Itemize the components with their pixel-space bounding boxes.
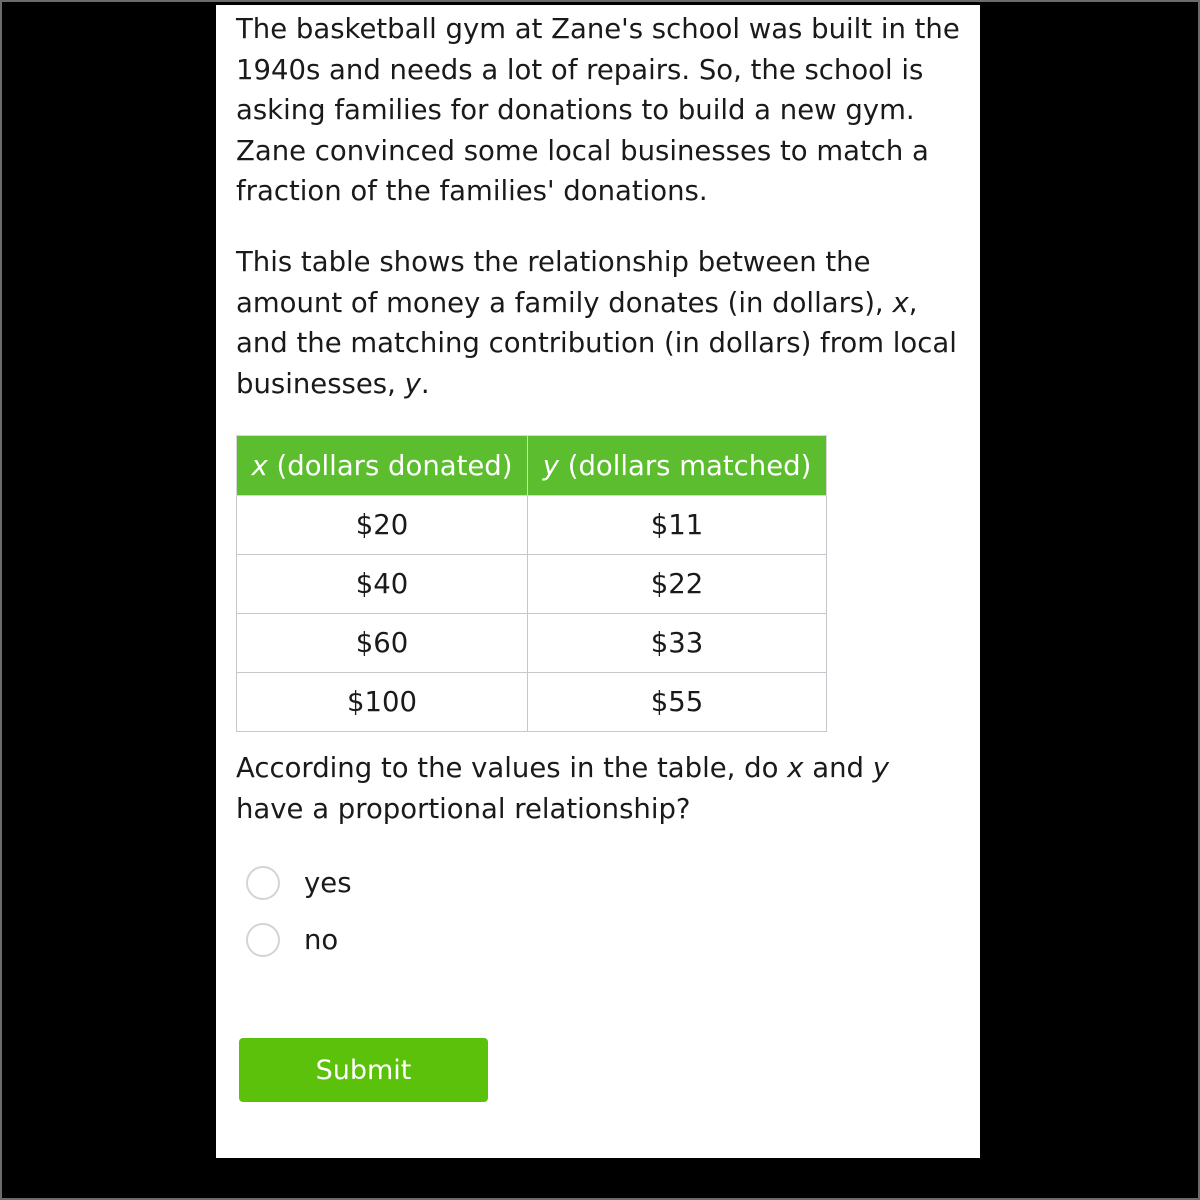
- radio-button-yes[interactable]: [246, 866, 280, 900]
- table-row: [237, 496, 827, 555]
- intro-paragraph: The basketball gym at Zane's school was built in the 1940s and needs a lot of repairs. So, the school is asking families for donations to build a new gym. Zane convinced some local businesses to match a fraction of the families' donations.: [236, 13, 960, 207]
- cell-x: $100: [237, 673, 528, 732]
- table-row: [237, 555, 827, 614]
- table-description-text-1: This table shows the relationship between the amount of money a family donates (in dollars),: [236, 246, 884, 319]
- submit-button[interactable]: Submit: [239, 1038, 488, 1102]
- answer-options: [246, 863, 352, 977]
- header-x-var: x: [251, 449, 268, 482]
- header-y-label: (dollars matched): [558, 449, 812, 482]
- cell-x: $20: [237, 496, 528, 555]
- header-y-var: y: [542, 449, 559, 482]
- radio-button-no[interactable]: [246, 923, 280, 957]
- header-x-label: (dollars donated): [267, 449, 513, 482]
- table-description-text-2: , and the matching contribution (in dollars) from local businesses,: [236, 286, 957, 400]
- values-table: [236, 435, 827, 732]
- question-panel: [216, 5, 980, 1158]
- table-description-text-3: .: [420, 367, 430, 400]
- option-yes[interactable]: [246, 863, 352, 903]
- option-no-label[interactable]: no: [304, 924, 339, 956]
- prompt-text-1: According to the values in the table, do: [236, 752, 779, 784]
- header-x: [237, 436, 528, 496]
- cell-y: $22: [528, 555, 827, 614]
- header-y: [528, 436, 827, 496]
- prompt-text-3: have a proportional relationship?: [236, 792, 691, 825]
- cell-y: $11: [528, 496, 827, 555]
- cell-x: $60: [237, 614, 528, 673]
- cell-x: $40: [237, 555, 528, 614]
- variable-x: x: [892, 286, 909, 319]
- table-row: [237, 673, 827, 732]
- table-description: [236, 242, 976, 404]
- prompt-variable-x: x: [787, 752, 804, 784]
- option-no[interactable]: [246, 920, 352, 960]
- prompt-variable-y: y: [872, 752, 890, 784]
- prompt-text-2: and: [812, 752, 864, 784]
- question-prompt: [236, 748, 976, 829]
- table-row: [237, 614, 827, 673]
- cell-y: $33: [528, 614, 827, 673]
- variable-y: y: [404, 367, 421, 400]
- option-yes-label[interactable]: yes: [304, 867, 352, 899]
- table-header-row: [237, 436, 827, 496]
- cell-y: $55: [528, 673, 827, 732]
